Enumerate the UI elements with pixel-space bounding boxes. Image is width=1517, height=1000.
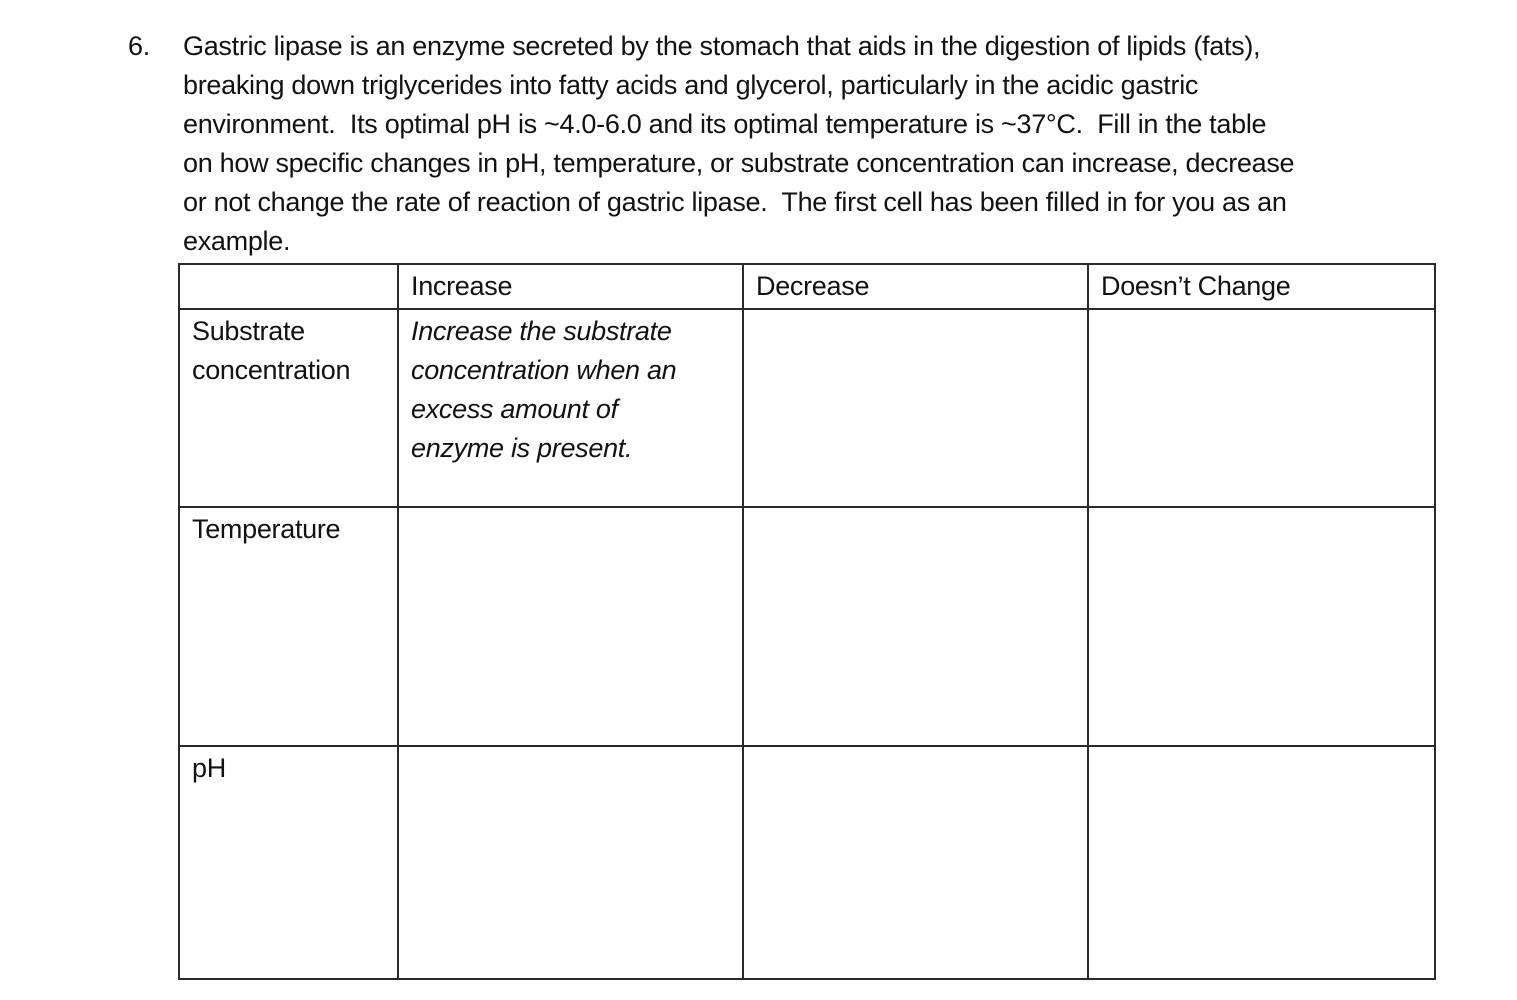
row-label-temperature: Temperature [179, 507, 398, 746]
cell-ph-decrease[interactable] [743, 746, 1088, 979]
cell-ph-increase[interactable] [398, 746, 743, 979]
table-row-substrate-concentration [179, 309, 1435, 507]
question-line: environment. Its optimal pH is ~4.0-6.0 and its optimal temperature is ~37°C. Fill in the table [183, 109, 1267, 139]
question-line: Gastric lipase is an enzyme secreted by the stomach that aids in the digestion of lipids (fats), [183, 31, 1261, 61]
cell-temperature-increase[interactable] [398, 507, 743, 746]
table-row-ph [179, 746, 1435, 979]
table-header-row [179, 264, 1435, 309]
answer-table [178, 263, 1436, 980]
cell-temperature-doesnt-change[interactable] [1088, 507, 1435, 746]
column-header-doesnt-change: Doesn’t Change [1088, 264, 1435, 309]
cell-ph-doesnt-change[interactable] [1088, 746, 1435, 979]
cell-text-line: concentration when an [411, 355, 677, 385]
question-line: breaking down triglycerides into fatty acids and glycerol, particularly in the acidic gastric [183, 70, 1199, 100]
question-text [183, 27, 1294, 261]
row-label-ph: pH [179, 746, 398, 979]
question-line: on how specific changes in pH, temperature, or substrate concentration can increase, decrease [183, 148, 1295, 178]
cell-temperature-decrease[interactable] [743, 507, 1088, 746]
cell-text-line: excess amount of [411, 394, 618, 424]
table-row-temperature [179, 507, 1435, 746]
question-block [128, 27, 1294, 261]
question-line: or not change the rate of reaction of gastric lipase. The first cell has been filled in for you as an [183, 187, 1287, 217]
row-label-substrate-concentration: Substrate concentration [179, 309, 398, 507]
cell-substrate-doesnt-change[interactable] [1088, 309, 1435, 507]
cell-text-line: enzyme is present. [411, 433, 633, 463]
question-number: 6. [128, 31, 150, 61]
table-corner-cell [179, 264, 398, 309]
question-line: example. [183, 226, 291, 256]
cell-substrate-decrease[interactable] [743, 309, 1088, 507]
column-header-increase: Increase [398, 264, 743, 309]
cell-substrate-increase[interactable] [398, 309, 743, 507]
cell-text-line: Increase the substrate [411, 316, 672, 346]
column-header-decrease: Decrease [743, 264, 1088, 309]
